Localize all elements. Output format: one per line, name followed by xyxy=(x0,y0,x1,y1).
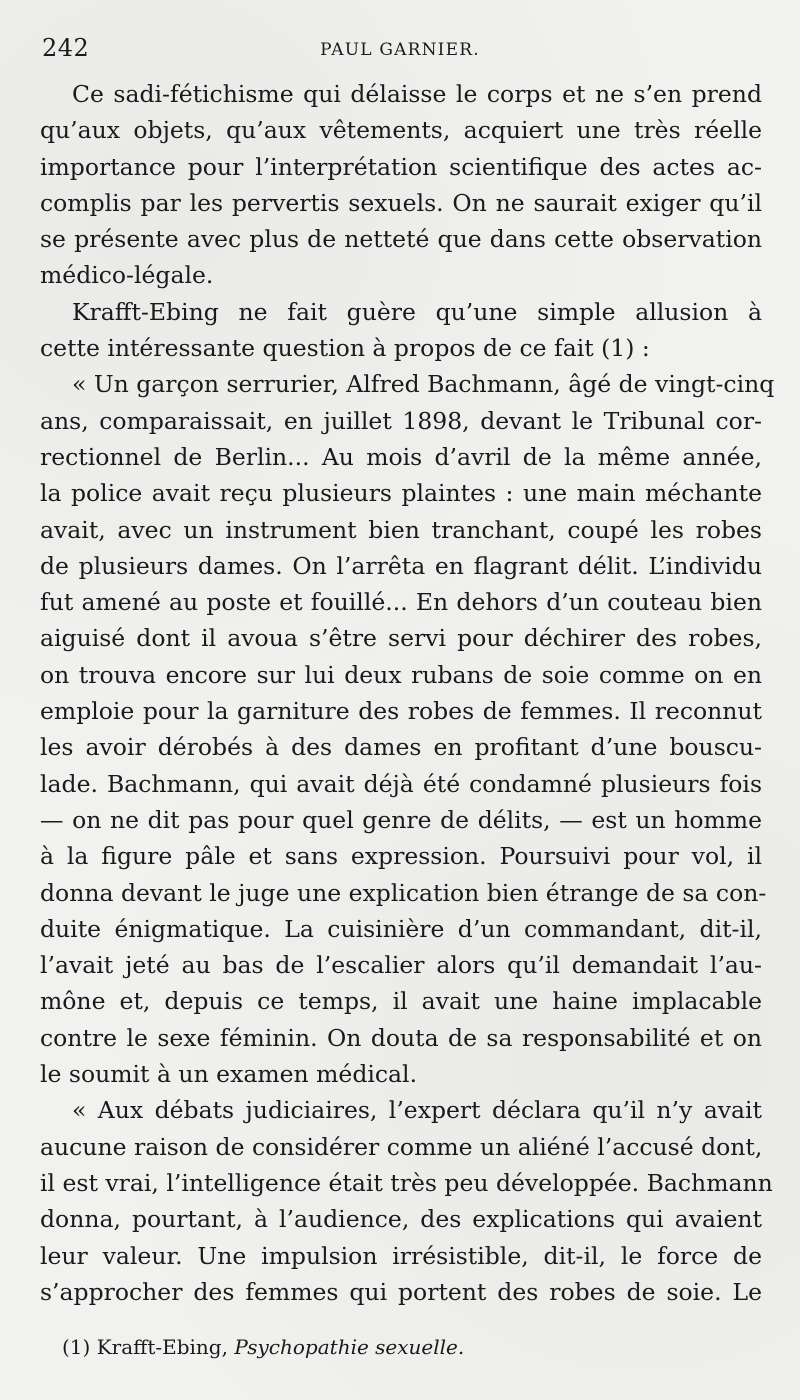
text-line: contre le sexe féminin. On douta de sa responsabilité et on xyxy=(40,1023,762,1052)
text-line: Ce sadi-fétichisme qui délaisse le corps et ne s’en prend xyxy=(72,80,762,108)
text-line: fut amené au poste et fouillé... En dehors d’un couteau bien xyxy=(40,588,762,617)
paragraph xyxy=(40,76,762,294)
text-line: importance pour l’interprétation scientifique des actes ac- xyxy=(40,152,762,181)
footnote-marker: (1) Krafft-Ebing, xyxy=(62,1335,228,1359)
text-line: à la figure pâle et sans expression. Poursuivi pour vol, il xyxy=(40,842,762,871)
body-text xyxy=(40,76,775,1310)
text-line: « Un garçon serrurier, Alfred Bachmann, âgé de vingt-cinq xyxy=(72,370,775,399)
text-line: avait, avec un instrument bien tranchant, coupé les robes xyxy=(40,515,762,544)
footnote xyxy=(62,1333,760,1361)
text-line: Krafft-Ebing ne fait guère qu’une simple allusion à xyxy=(72,297,762,326)
text-line: l’avait jeté au bas de l’escalier alors qu’il demandait l’au- xyxy=(40,951,762,980)
text-line: la police avait reçu plusieurs plaintes : une main méchante xyxy=(40,479,762,508)
text-line: — on ne dit pas pour quel genre de délits, — est un homme xyxy=(40,805,762,834)
text-line: complis par les pervertis sexuels. On ne saurait exiger qu’il xyxy=(40,188,762,217)
text-line: médico-légale. xyxy=(40,261,214,290)
text-line: lade. Bachmann, qui avait déjà été condamné plusieurs fois xyxy=(40,769,762,798)
text-line: ans, comparaissait, en juillet 1898, devant le Tribunal cor- xyxy=(40,406,762,435)
running-title: PAUL GARNIER. xyxy=(320,40,480,60)
text-line: rectionnel de Berlin... Au mois d’avril de la même année, xyxy=(40,442,762,471)
text-line: de plusieurs dames. On l’arrêta en flagrant délit. L’individu xyxy=(40,551,762,580)
running-head xyxy=(40,34,760,64)
text-line: aiguisé dont il avoua s’être servi pour déchirer des robes, xyxy=(40,624,762,653)
paragraph xyxy=(40,1092,773,1310)
text-line: « Aux débats judiciaires, l’expert déclara qu’il n’y avait xyxy=(72,1096,762,1125)
text-line: il est vrai, l’intelligence était très peu développée. Bachmann xyxy=(40,1168,773,1197)
text-line: duite énigmatique. La cuisinière d’un commandant, dit-il, xyxy=(40,914,762,943)
text-line: emploie pour la garniture des robes de femmes. Il reconnut xyxy=(40,697,762,726)
text-line: le soumit à un examen médical. xyxy=(40,1060,418,1089)
paragraph xyxy=(40,366,775,1092)
text-line: donna, pourtant, à l’audience, des explications qui avaient xyxy=(40,1205,762,1234)
text-line: on trouva encore sur lui deux rubans de soie comme on en xyxy=(40,660,762,689)
text-line: leur valeur. Une impulsion irrésistible, dit-il, le force de xyxy=(40,1241,762,1270)
text-line: cette intéressante question à propos de ce fait (1) : xyxy=(40,334,650,363)
text-line: les avoir dérobés à des dames en profitant d’une bouscu- xyxy=(40,733,762,762)
paragraph xyxy=(40,294,762,367)
text-line: s’approcher des femmes qui portent des robes de soie. Le xyxy=(40,1277,762,1306)
text-line: aucune raison de considérer comme un aliéné l’accusé dont, xyxy=(40,1132,763,1161)
page-number: 242 xyxy=(42,34,90,62)
text-line: se présente avec plus de netteté que dans cette observation xyxy=(40,225,762,254)
text-line: qu’aux objets, qu’aux vêtements, acquiert une très réelle xyxy=(40,116,762,145)
text-line: mône et, depuis ce temps, il avait une haine implacable xyxy=(40,987,762,1016)
footnote-title: Psychopathie sexuelle. xyxy=(234,1335,465,1359)
text-line: donna devant le juge une explication bien étrange de sa con- xyxy=(40,878,767,907)
